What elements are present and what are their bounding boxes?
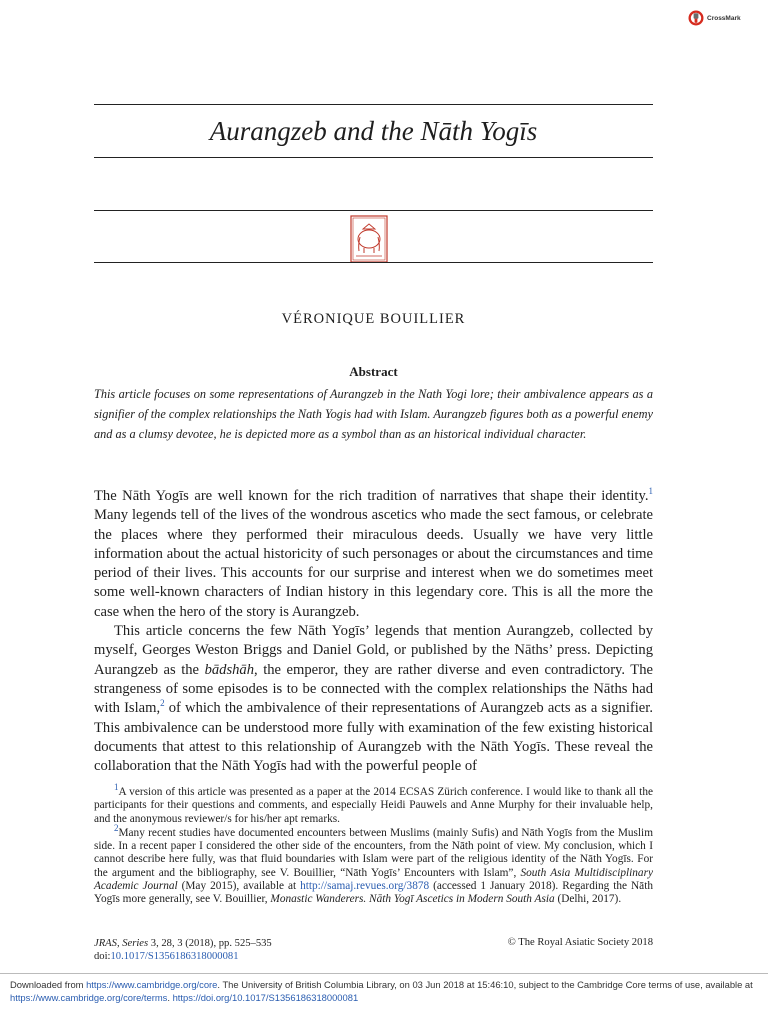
journal-citation [94,937,272,963]
body-text-run: of which the ambivalence of their representations of Aurangzeb acts as a signifier. This ambivalence can be understood more fully with examination of the few existing historical documents that attest to this relationship of Aurangzeb with the Nāth Yogīs. These reveal the collaboration that the Nāth Yogīs had with the powerful people of [94,700,653,775]
body-paragraph-1 [94,487,653,622]
download-text: . [167,992,173,1003]
author-name: VÉRONIQUE BOUILLIER [281,311,466,327]
footnote-mark-2: 2 [114,823,119,834]
footnote-text: Many recent studies have documented encounters between Muslims (mainly Sufis) and Nāth Yogīs from the Muslim side. In a recent paper I considered the other side of the encounters, from the Nāth point of view. My conclusion, which I cannot describe here fully, was that fluid boundaries with Islam were part of the religious identity of the Nāth Yogīs. For the argument and the bibliography, see V. Bouillier, “Nāth Yogīs’ Encounters with Islam”, [94,826,653,879]
body-paragraph-2 [94,622,653,776]
body-text-run: Many legends tell of the lives of the wondrous ascetics who made the sect famous, or celebrate the places where they performed their miraculous deeds. Usually we have very little information about the actual historicity of such personages or about the circumstances and time period of their lives. This accounts for our surprise and interest when we do sometimes meet some well-known characters of Indian history in this legendary core. This is all the more the case when the hero of the story is Aurangzeb. [94,507,653,620]
footnote-text: (May 2015), available at [177,880,301,893]
cambridge-terms-link[interactable]: https://www.cambridge.org/core/terms [10,992,168,1003]
abstract-heading: Abstract [349,364,398,379]
logo-rule-top [94,210,653,211]
journal-name: JRAS, Series [94,938,149,949]
copyright-notice: © The Royal Asiatic Society 2018 [507,937,653,948]
crossmark-icon [688,10,704,26]
footnote-text: (Delhi, 2017). [554,893,622,906]
title-rule-top [94,104,653,105]
body-text [94,487,653,776]
download-notice [10,978,758,1004]
journal-details: 3, 28, 3 (2018), pp. 525–535 [148,938,272,949]
footnote-book-title: Monastic Wanderers. Nāth Yogī Ascetics in Modern South Asia [270,893,555,906]
logo-rule-bottom [94,262,653,263]
body-text-italic: bādshāh [204,661,255,678]
body-text-run: , the emperor, they are rather diverse and even contradictory. The strangeness of some episodes is to be connected with the complex relationships the Nāths had with Islam, [94,661,653,717]
download-text: Downloaded from [10,979,87,990]
doi-link[interactable]: 10.1017/S1356186318000081 [110,951,239,962]
crossmark-label: CrossMark [707,14,741,22]
footnote-journal-title: South Asia Multidisciplinary Academic Journal [94,866,653,893]
download-bar-divider [0,973,768,974]
footnote-text: A version of this article was presented as a paper at the 2014 ECSAS Zürich conference. I would like to thank all the participants for their questions and comments, and especially Heidi Pauwels and Anne Murphy for their invaluable help, and the anonymous reviewer/s for his/her apt remarks. [94,786,653,825]
royal-asiatic-society-logo-icon [350,215,388,263]
footnote-2 [94,823,653,907]
body-text-run: This article concerns the few Nāth Yogīs’ legends that mention Aurangzeb, collected by myself, Georges Weston Briggs and Daniel Gold, or published by the Nāths’ press. Depicting Aurangzeb as the [94,623,653,678]
abstract-text: This article focuses on some representations of Aurangzeb in the Nath Yogi lore; their ambivalence appears as a signifier of the complex relationships the Nath Yogis had with Islam. Aurangzeb figures both as a powerful enemy and as a clumsy devotee, he is depicted more as a symbol than as an historical individual character. [94,387,653,441]
footnotes [94,782,653,907]
footnote-text: (accessed 1 January 2018). Regarding the Nāth Yogīs more generally, see V. Bouillier, [94,880,653,906]
footnote-mark-1: 1 [114,782,119,793]
download-text: . The University of British Columbia Library, on 03 Jun 2018 at 15:46:10, subject to the Cambridge Core terms of use, available at [217,979,753,990]
samaj-link[interactable]: http://samaj.revues.org/3878 [300,880,430,893]
footnote-ref-2[interactable]: 2 [160,698,165,709]
crossmark-badge[interactable] [688,10,741,26]
title-rule-bottom [94,157,653,158]
body-text-run: The Nāth Yogīs are well known for the rich tradition of narratives that shape their identity. [94,488,649,504]
cambridge-core-link[interactable]: https://www.cambridge.org/core [86,979,218,990]
article-title: Aurangzeb and the Nāth Yogīs [209,116,538,146]
doi-url-link[interactable]: https://doi.org/10.1017/S1356186318000081 [172,992,359,1003]
doi-label: doi: [94,951,111,962]
footnote-ref-1[interactable]: 1 [648,486,653,497]
footnote-1 [94,782,653,826]
